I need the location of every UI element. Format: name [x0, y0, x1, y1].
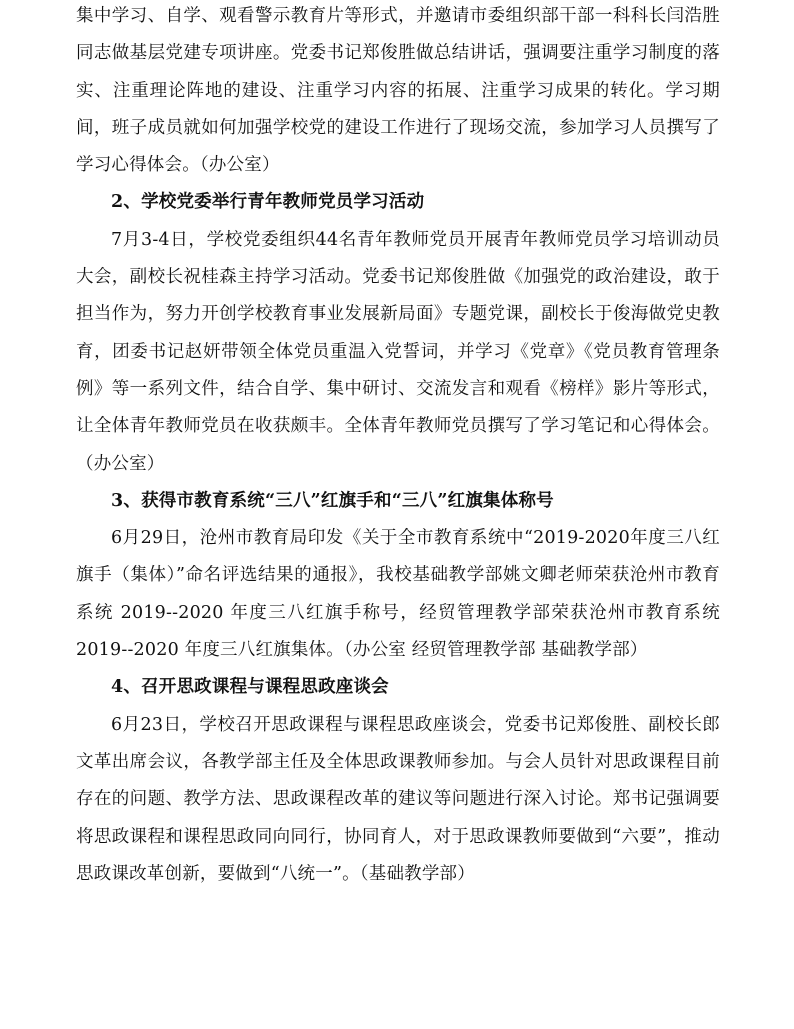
paragraph-continued: 集中学习、自学、观看警示教育片等形式，并邀请市委组织部干部一科科长闫浩胜同志做基层党建专项讲座。党委书记郑俊胜做总结讲话，强调要注重学习制度的落实、注重理论阵地的建设、注重学习内容的拓展、注重学习成果的转化。学习期间，班子成员就如何加强学校党的建设工作进行了现场交流，参加学习人员撰写了学习心得体会。（办公室）	[76, 6, 720, 176]
paragraph-section-2: 7月3-4日，学校党委组织44名青年教师党员开展青年教师党员学习培训动员大会，副校长祝桂森主持学习活动。党委书记郑俊胜做《加强党的政治建设，敢于担当作为，努力开创学校教育事业发展新局面》专题党课，副校长于俊海做党史教育，团委书记赵妍带领全体党员重温入党誓词，并学习《党章》《党员教育管理条例》等一系列文件，结合自学、集中研讨、交流发言和观看《榜样》影片等形式，让全体青年教师党员在收获颇丰。全体青年教师党员撰写了学习笔记和心得体会。（办公室）	[76, 229, 720, 474]
section-heading-2: 2、学校党委举行青年教师党员学习活动	[111, 192, 425, 213]
paragraph-section-4: 6月23日，学校召开思政课程与课程思政座谈会，党委书记郑俊胜、副校长郎文革出席会议，各教学部主任及全体思政课教师参加。与会人员针对思政课程目前存在的问题、教学方法、思政课程改革的建议等问题进行深入讨论。郑书记强调要将思政课程和课程思政同向同行，协同育人，对于思政课教师要做到“六要”，推动思政课改革创新，要做到“八统一”。（基础教学部）	[76, 714, 720, 884]
section-heading-3: 3、获得市教育系统“三八”红旗手和“三八”红旗集体称号	[111, 490, 554, 511]
paragraph-section-3: 6月29日，沧州市教育局印发《关于全市教育系统中“2019-2020年度三八红旗手（集体）”命名评选结果的通报》，我校基础教学部姚文卿老师荣获沧州市教育系统 2019--2020 年度三八红旗手称号，经贸管理教学部荣获沧州市教育系统 2019--2020 年度三八红旗集体。（办公室 经贸管理教学部 基础教学部）	[76, 528, 720, 661]
section-heading-4: 4、召开思政课程与课程思政座谈会	[111, 677, 389, 698]
